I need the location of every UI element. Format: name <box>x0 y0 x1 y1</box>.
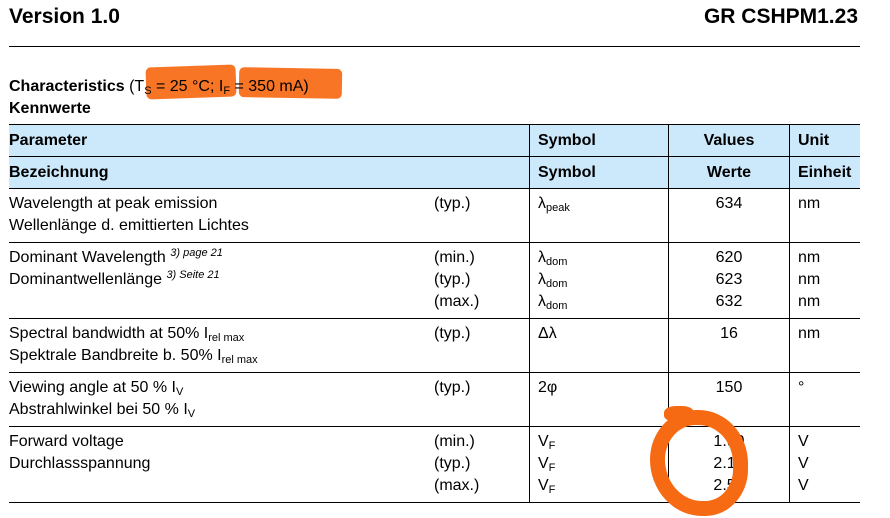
table-row: Wavelength at peak emission Wellenlänge d. emittierten Lichtes (typ.) $\lambda_{peak}$ 634 nm <box>9 189 860 243</box>
condition: (typ.) <box>434 271 471 288</box>
value: 620 <box>715 249 743 266</box>
condition: (typ.) <box>434 455 471 472</box>
unit: V <box>798 455 809 472</box>
param-en: Spectral bandwidth at 50% I <box>9 325 209 342</box>
symbol: 2φ <box>538 379 558 396</box>
symbol: V <box>538 433 549 450</box>
value: 632 <box>715 293 743 310</box>
condition: (max.) <box>434 293 480 310</box>
symbol: λ <box>538 293 546 310</box>
unit: V <box>798 433 809 450</box>
value: 1.90 <box>713 433 745 450</box>
param-de: Spektrale Bandbreite b. 50% I <box>9 347 222 364</box>
header-cond <box>434 125 530 157</box>
document-version: Version 1.0 <box>9 5 120 28</box>
condition: (typ.) <box>434 195 471 212</box>
value: 150 <box>715 379 743 396</box>
unit: nm <box>798 325 821 342</box>
symbol: V <box>538 477 549 494</box>
symbol: λ <box>538 271 546 288</box>
param-en: Viewing angle at 50 % I <box>9 379 176 396</box>
unit: nm <box>798 271 821 288</box>
unit: nm <box>798 195 821 212</box>
param-de: Dominantwellenlänge <box>9 271 162 288</box>
value: 2.50 <box>713 477 745 494</box>
header-werte: Werte <box>669 157 790 189</box>
unit: nm <box>798 293 821 310</box>
header-rule <box>9 46 860 47</box>
value: 16 <box>720 325 738 342</box>
condition: (typ.) <box>434 325 471 342</box>
param-en: Dominant Wavelength <box>9 249 166 266</box>
table-row: Viewing angle at 50 % $I_V$ Abstrahlwinkel bei 50 % $I_V$ (typ.) 2φ 150 ° <box>9 373 860 427</box>
condition: (min.) <box>434 433 475 450</box>
symbol: V <box>538 455 549 472</box>
symbol: λ <box>538 249 546 266</box>
header-values: Values <box>669 125 790 157</box>
header-symbol-de: Symbol <box>530 157 669 189</box>
value: 623 <box>715 271 743 288</box>
table-row: Forward voltage Durchlassspannung (min.) (typ.) (max.) $V_F$ $V_F$ $V_F$ 1.90 2.10 2.50 V V V <box>9 427 860 503</box>
table-row: Dominant Wavelength $^{3) page 21}$ Dominantwellenlänge $^{3) Seite 21}$ (min.) (typ.) (max.) $\lambda_{dom}$ $\lambda_{dom}$ $\lambda_{dom}$ 620 623 632 nm nm nm <box>9 243 860 319</box>
condition: (typ.) <box>434 379 471 396</box>
param-de: Abstrahlwinkel bei 50 % I <box>9 401 188 418</box>
param-en: Wavelength at peak emission <box>9 195 218 212</box>
header-bezeichnung: Bezeichnung <box>9 157 434 189</box>
header-cond-de <box>434 157 530 189</box>
part-number: GR CSHPM1.23 <box>703 5 858 28</box>
symbol: λ <box>538 195 546 212</box>
characteristics-table <box>9 124 860 503</box>
characteristics-title: Characteristics ($T_S = 25$ °C; $I_F = 350$ mA) <box>9 78 309 97</box>
condition: (max.) <box>434 477 480 494</box>
value: 634 <box>715 195 743 212</box>
param-de: Wellenlänge d. emittierten Lichtes <box>9 217 249 234</box>
header-parameter: Parameter <box>9 125 434 157</box>
table-header-en <box>9 125 860 157</box>
symbol: Δλ <box>538 325 557 342</box>
header-unit: Unit <box>790 125 861 157</box>
param-en: Forward voltage <box>9 433 124 450</box>
param-de: Durchlassspannung <box>9 455 151 472</box>
table-row: Spectral bandwidth at 50% $I_{rel max}$ Spektrale Bandbreite b. 50% $I_{rel max}$ (typ.) Δλ 16 nm <box>9 319 860 373</box>
header-symbol: Symbol <box>530 125 669 157</box>
unit: nm <box>798 249 821 266</box>
unit: ° <box>798 379 805 396</box>
characteristics-subtitle: Kennwerte <box>9 100 91 117</box>
highlight-mark-top <box>664 406 694 422</box>
header-einheit: Einheit <box>790 157 861 189</box>
table-header-de <box>9 157 860 189</box>
condition: (min.) <box>434 249 475 266</box>
unit: V <box>798 477 809 494</box>
value: 2.10 <box>713 455 745 472</box>
